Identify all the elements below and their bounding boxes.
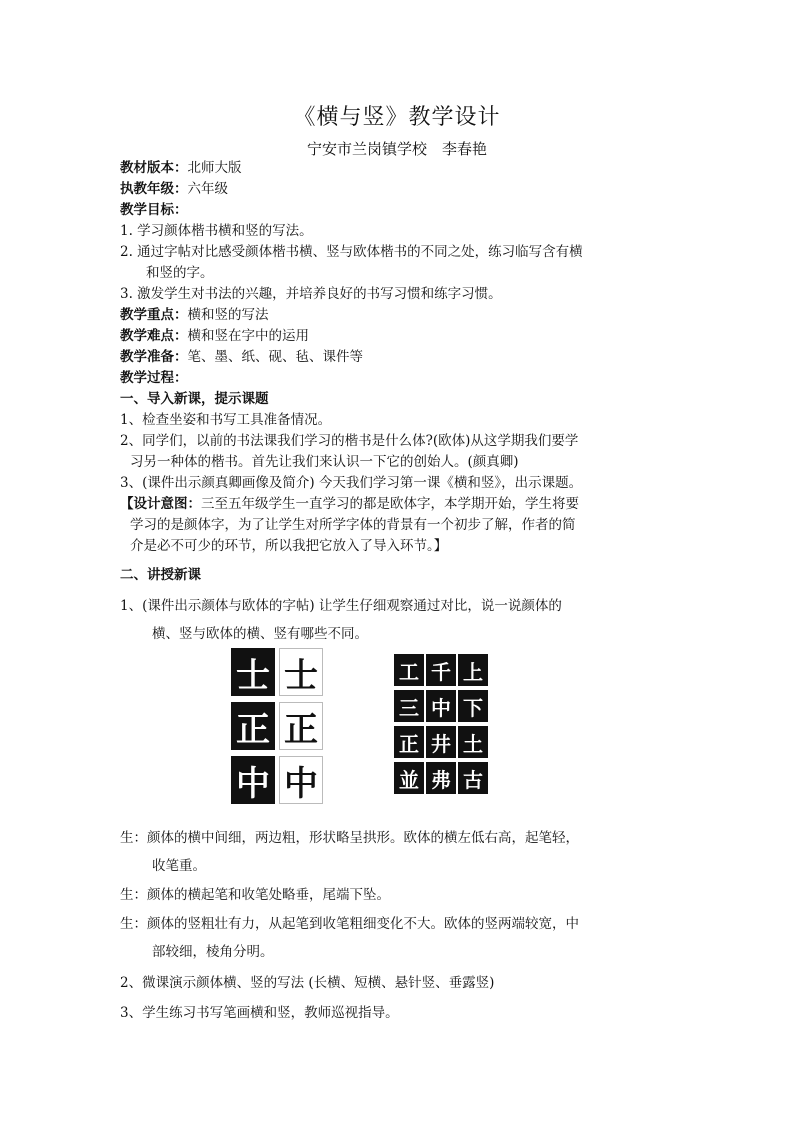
section1-line-1: 1、检查坐姿和书写工具准备情况。 xyxy=(120,412,332,428)
yan-style-character-samples xyxy=(231,648,323,804)
goals-heading: 教学目标： xyxy=(120,202,188,218)
yan-char: 正 xyxy=(231,702,275,750)
section2-item2: 2、微课演示颜体横、竖的写法 (长横、短横、悬针竖、垂露竖) xyxy=(120,975,495,991)
yan-char: 正 xyxy=(279,702,323,750)
ou-char: 下 xyxy=(458,690,488,722)
textbook-version: 教材版本：北师大版 xyxy=(120,160,242,176)
ou-char: 古 xyxy=(458,762,488,794)
goal-3: 3. 激发学生对书法的兴趣，并培养良好的书写习惯和练字习惯。 xyxy=(120,286,502,302)
ou-char: 上 xyxy=(458,654,488,686)
student-answer-1-cont: 收笔重。 xyxy=(152,858,206,874)
design-intent-1: 【设计意图：三至五年级学生一直学习的都是欧体字，本学期开始，学生将要 xyxy=(120,496,579,512)
ou-char: 三 xyxy=(394,690,424,722)
design-intent-3: 介是必不可少的环节，所以我把它放入了导入环节。】 xyxy=(130,538,448,554)
ou-char: 工 xyxy=(394,654,424,686)
student-answer-2: 生：颜体的横起笔和收笔处略垂，尾端下坠。 xyxy=(120,887,390,903)
teaching-difficulty: 教学难点：横和竖在字中的运用 xyxy=(120,328,309,344)
student-answer-3: 生：颜体的竖粗壮有力，从起笔到收笔粗细变化不大。欧体的竖两端较宽，中 xyxy=(120,916,579,932)
section1-heading: 一、导入新课，提示课题 xyxy=(120,391,269,407)
grade: 执教年级：六年级 xyxy=(120,181,228,197)
ou-char: 中 xyxy=(426,690,456,722)
ou-char: 正 xyxy=(394,726,424,758)
ou-char: 土 xyxy=(458,726,488,758)
design-intent-2: 学习的是颜体字，为了让学生对所学字体的背景有一个初步了解，作者的简 xyxy=(130,517,576,533)
student-answer-3-cont: 部较细，棱角分明。 xyxy=(152,944,274,960)
section1-line-2-cont: 习另一种体的楷书。首先让我们来认识一下它的创始人。(颜真卿) xyxy=(130,454,519,470)
section1-line-3: 3、(课件出示颜真卿画像及简介) 今天我们学习第一课《横和竖》，出示课题。 xyxy=(120,475,583,491)
goal-1: 1. 学习颜体楷书横和竖的写法。 xyxy=(120,223,313,239)
process-heading: 教学过程： xyxy=(120,370,188,386)
ou-char: 並 xyxy=(394,762,424,794)
section2-item1-cont: 横、竖与欧体的横、竖有哪些不同。 xyxy=(152,626,368,642)
document-title: 《横与竖》教学设计 xyxy=(293,105,501,130)
section1-line-2: 2、同学们，以前的书法课我们学习的楷书是什么体?(欧体)从这学期我们要学 xyxy=(120,433,579,449)
author-line: 宁安市兰岗镇学校 李春艳 xyxy=(306,140,487,158)
section2-item1: 1、(课件出示颜体与欧体的字帖) 让学生仔细观察通过对比，说一说颜体的 xyxy=(120,598,562,614)
teaching-key: 教学重点：横和竖的写法 xyxy=(120,307,269,323)
teaching-prep: 教学准备：笔、墨、纸、砚、毡、课件等 xyxy=(120,349,363,365)
section2-heading: 二、讲授新课 xyxy=(120,567,201,583)
goal-2: 2. 通过字帖对比感受颜体楷书横、竖与欧体楷书的不同之处，练习临写含有横 xyxy=(120,244,583,260)
yan-char: 中 xyxy=(231,756,275,804)
ou-style-character-samples xyxy=(394,654,488,794)
ou-char: 弗 xyxy=(426,762,456,794)
yan-char: 中 xyxy=(279,756,323,804)
yan-char: 士 xyxy=(279,648,323,696)
yan-char: 士 xyxy=(231,648,275,696)
ou-char: 千 xyxy=(426,654,456,686)
student-answer-1: 生：颜体的横中间细，两边粗，形状略呈拱形。欧体的横左低右高，起笔轻， xyxy=(120,830,579,846)
goal-2-cont: 和竖的字。 xyxy=(146,265,214,281)
ou-char: 井 xyxy=(426,726,456,758)
section2-item3: 3、学生练习书写笔画横和竖，教师巡视指导。 xyxy=(120,1005,399,1021)
